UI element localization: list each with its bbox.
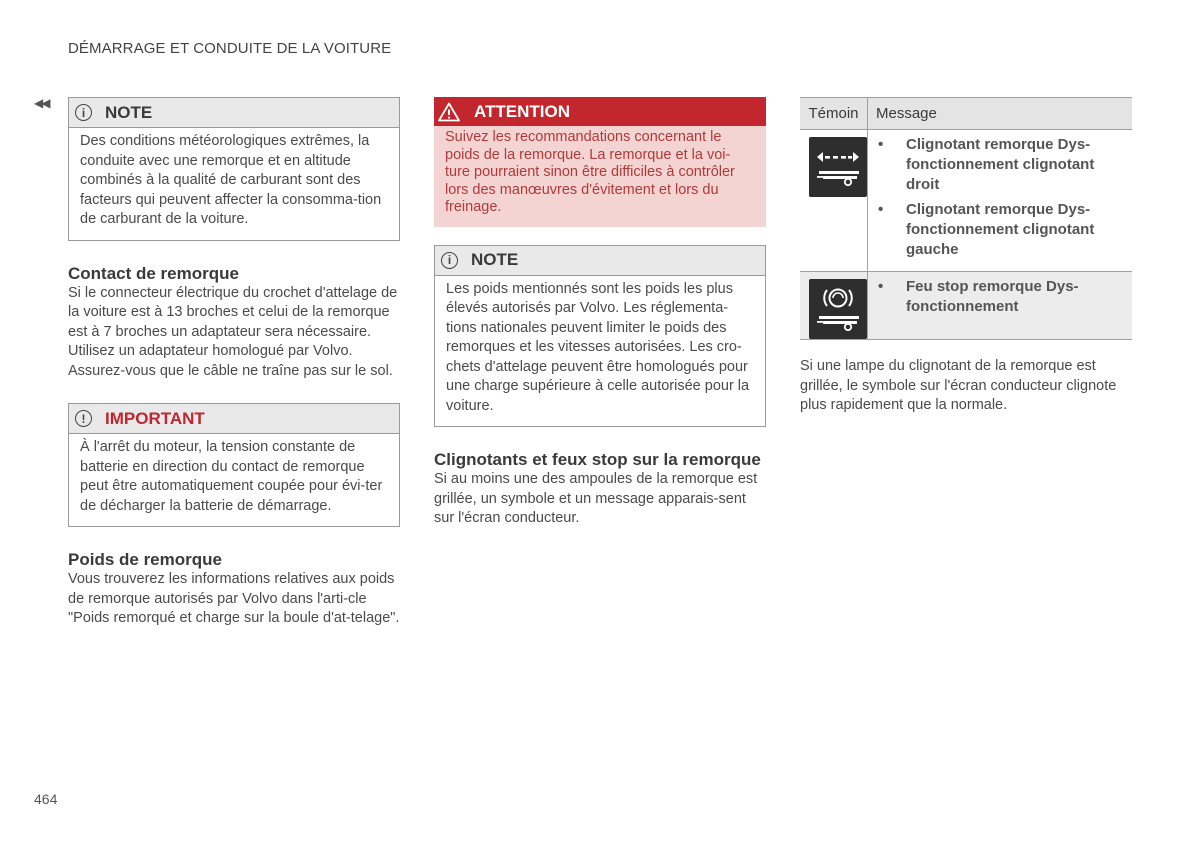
message-text: Clignotant remorque Dys-fonctionnement clignotant droit (906, 136, 1095, 193)
table-header-row (800, 98, 1132, 130)
message-text: Feu stop remorque Dys-fonctionnement (906, 278, 1079, 315)
paragraph: Si une lampe du clignotant de la remorque est grillée, le symbole sur l'écran conducteur clignote plus rapidement que la normale. (800, 358, 1117, 413)
message-text: Clignotant remorque Dys-fonctionnement clignotant gauche (906, 201, 1095, 258)
trailer-brake-light-icon (809, 279, 867, 339)
attention-text: Suivez les recommandations concernant le poids de la remorque. La remorque et la voi-ture pourraient sinon être difficiles à contrôler lors des manœuvres d'évitement et lors du freinage. (434, 126, 766, 227)
section-text: Si au moins une des ampoules de la remorque est grillée, un symbole et un message apparais-sent sur l'écran conducteur. (434, 471, 758, 526)
info-icon: i (441, 252, 458, 269)
column-header-message: Message (868, 98, 1133, 130)
note-text: Les poids mentionnés sont les poids les plus élevés autorisés par Volvo. Les réglementa-tions nationales peuvent limiter le poids des remorques et les vitesses autorisées. Les cro-chets d'attelage peuvent être homologués pour une charge supérieure à celle autorisée pour la voiture. (446, 280, 750, 414)
note-header (69, 98, 399, 128)
section-clignotants (434, 449, 766, 529)
list-item: • Clignotant remorque Dys-fonctionnement clignotant gauche (878, 200, 1122, 260)
list-item: • Clignotant remorque Dys-fonctionnement clignotant droit (878, 135, 1122, 195)
section-contact (68, 263, 400, 382)
attention-box (434, 97, 766, 227)
section-text: Si le connecteur électrique du crochet d'attelage de la voiture est à 13 broches et celui de la remorque est à 7 broches un adaptateur sera nécessaire. Utilisez un adaptateur homologué par Volvo. Assurez-vous que le câble ne traîne pas sur le sol. (68, 284, 398, 379)
note-title: NOTE (471, 250, 519, 269)
note-box (434, 245, 766, 428)
trailer-turn-signal-icon (809, 137, 867, 197)
table-row (800, 130, 1132, 272)
note-box (68, 97, 400, 241)
page-number: 464 (34, 791, 58, 807)
note-text: Des conditions météorologiques extrêmes, la conduite avec une remorque et en altitude combinés à la qualité de carburant sont des facteurs qui peuvent affecter la consomma-tion de carburant de la voiture. (80, 133, 382, 227)
column-2 (434, 97, 766, 551)
section-title: Poids de remorque (68, 550, 222, 569)
indicator-table (800, 97, 1132, 340)
list-item: • Feu stop remorque Dys-fonctionnement (878, 277, 1122, 317)
section-text: Vous trouverez les informations relatives aux poids de remorque autorisés par Volvo dans l'arti-cle "Poids remorqué et charge sur la boule d'at-telage". (68, 571, 400, 626)
exclamation-icon: ! (75, 410, 92, 427)
table-row (800, 272, 1132, 340)
attention-title: ATTENTION (474, 101, 571, 121)
section-poids (68, 549, 400, 629)
important-text: À l'arrêt du moteur, la tension constante de batterie en direction du contact de remorque peut être automatiquement coupée pour évi-ter de décharger la batterie de démarrage. (80, 439, 383, 514)
section-title: Clignotants et feux stop sur la remorque (434, 450, 761, 469)
section-title: Contact de remorque (68, 263, 239, 283)
important-header (69, 404, 399, 434)
column-1 (68, 97, 400, 651)
important-title: IMPORTANT (105, 408, 205, 428)
double-chevron-left-icon[interactable]: ◀◀ (34, 96, 49, 110)
attention-header (434, 97, 766, 126)
page-header: DÉMARRAGE ET CONDUITE DE LA VOITURE (68, 40, 392, 57)
warning-triangle-icon (438, 102, 460, 122)
info-icon: i (75, 104, 92, 121)
note-title: NOTE (105, 102, 153, 122)
column-3 (800, 97, 1132, 416)
note-header (435, 246, 765, 276)
column-header-temoin: Témoin (800, 98, 868, 130)
important-box (68, 403, 400, 527)
